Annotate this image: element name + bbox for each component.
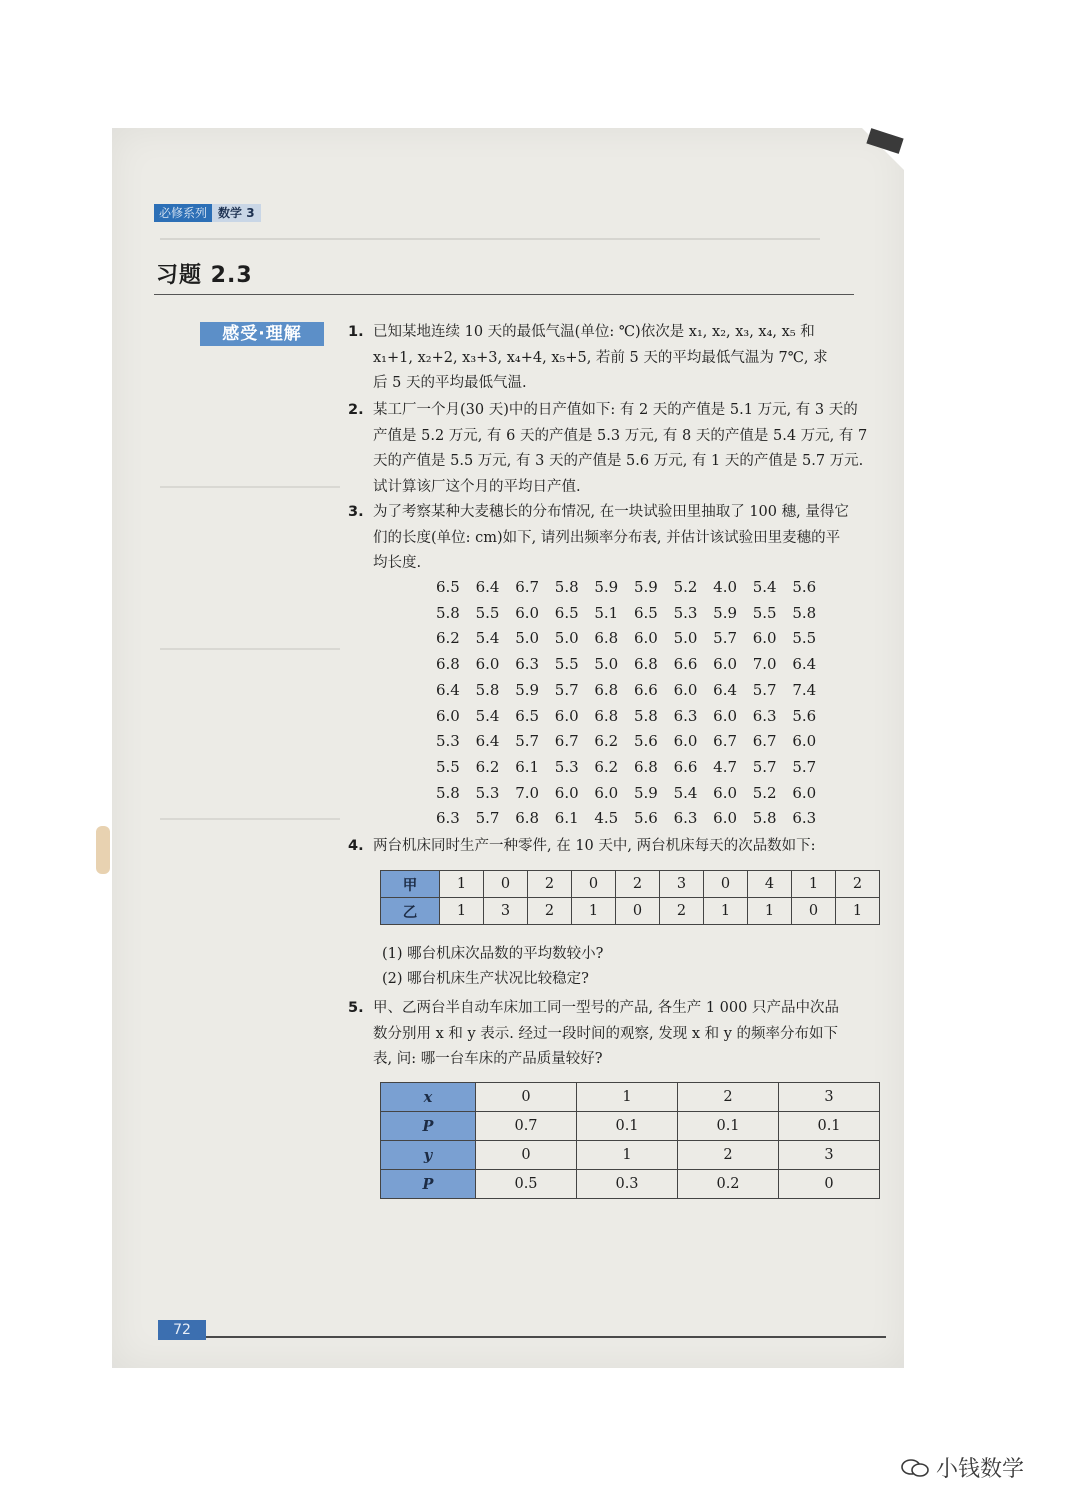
- table-row: [381, 1141, 880, 1170]
- table-cell: 3: [779, 1141, 880, 1170]
- data-value: 6.8: [594, 706, 619, 725]
- data-value: 5.9: [713, 603, 738, 622]
- table-cell: 2: [528, 898, 572, 925]
- data-value: 6.7: [515, 578, 540, 596]
- page-number: 72: [158, 1320, 206, 1340]
- table-cell: 1: [792, 871, 836, 898]
- data-row: [436, 704, 832, 730]
- table-cell: 0.1: [678, 1112, 779, 1141]
- table-cell: 1: [704, 898, 748, 925]
- table-cell: 2: [678, 1141, 779, 1170]
- data-value: 6.3: [673, 809, 698, 828]
- data-value: 5.4: [475, 629, 500, 648]
- question-text: 后 5 天的平均最低气温.: [373, 375, 527, 391]
- data-value: 5.6: [633, 732, 658, 751]
- data-value: 6.7: [713, 732, 738, 751]
- row-label: 乙: [381, 898, 440, 925]
- question-text: 某工厂一个月(30 天)中的日产值如下: 有 2 天的产值是 5.1 万元, 有 3 天的: [373, 402, 858, 418]
- wechat-icon: [900, 1459, 930, 1477]
- data-value: 7.0: [752, 655, 777, 674]
- data-value: 5.8: [792, 603, 817, 622]
- table-cell: 0: [792, 898, 836, 925]
- data-value: 6.1: [554, 809, 579, 828]
- data-value: 6.7: [554, 732, 579, 751]
- row-label: 甲: [381, 871, 440, 898]
- data-value: 6.0: [752, 629, 777, 648]
- data-value: 6.3: [792, 809, 817, 828]
- row-label: y: [381, 1141, 476, 1170]
- table-cell: 0.2: [678, 1170, 779, 1199]
- data-value: 6.3: [673, 706, 698, 725]
- table-cell: 0: [476, 1083, 577, 1112]
- question-number: 4.: [348, 838, 364, 854]
- section-badge: 感受·理解: [200, 322, 324, 346]
- data-value: 6.0: [475, 655, 500, 674]
- table-cell: 0: [616, 898, 660, 925]
- data-value: 6.5: [554, 603, 579, 622]
- data-value: 5.5: [554, 655, 579, 674]
- table-cell: 1: [577, 1083, 678, 1112]
- question-text: 天的产值是 5.5 万元, 有 3 天的产值是 5.6 万元, 有 1 天的产值是 5.7 万元.: [373, 453, 864, 469]
- table-cell: 0.1: [577, 1112, 678, 1141]
- wheat-length-data: [436, 575, 832, 832]
- data-value: 6.0: [673, 732, 698, 751]
- data-value: 5.4: [475, 706, 500, 725]
- page-edge-smudge: [96, 826, 110, 874]
- data-value: 5.5: [792, 629, 817, 648]
- table-cell: 2: [528, 871, 572, 898]
- question-5: [348, 996, 888, 1073]
- sub-question-1: (1) 哪台机床次品数的平均数较小?: [382, 946, 604, 962]
- data-row: [436, 575, 832, 601]
- data-value: 4.0: [713, 578, 738, 596]
- data-value: 5.4: [752, 578, 777, 596]
- table-cell: 2: [678, 1083, 779, 1112]
- data-value: 6.0: [713, 783, 738, 802]
- data-value: 5.7: [792, 757, 817, 776]
- table-cell: 0.3: [577, 1170, 678, 1199]
- data-value: 5.9: [515, 680, 540, 699]
- data-value: 5.9: [633, 578, 658, 596]
- data-row: [436, 678, 832, 704]
- question-text: 甲、乙两台半自动车床加工同一型号的产品, 各生产 1 000 只产品中次品: [373, 1000, 839, 1016]
- data-row: [436, 652, 832, 678]
- data-value: 5.0: [554, 629, 579, 648]
- data-value: 5.0: [515, 629, 540, 648]
- series-tag: [154, 204, 261, 222]
- data-value: 6.0: [594, 783, 619, 802]
- row-label: P: [381, 1170, 476, 1199]
- data-value: 6.0: [713, 655, 738, 674]
- question-text: 们的长度(单位: cm)如下, 请列出频率分布表, 并估计该试验田里麦穗的平: [373, 529, 841, 546]
- data-value: 6.5: [633, 603, 658, 622]
- watermark: [900, 1452, 1024, 1483]
- data-value: 5.6: [792, 706, 817, 725]
- table-cell: 1: [577, 1141, 678, 1170]
- table-cell: 1: [572, 898, 616, 925]
- data-row: [436, 806, 832, 832]
- table-cell: 3: [779, 1083, 880, 1112]
- data-value: 5.2: [752, 783, 777, 802]
- question-number: 5.: [348, 1000, 364, 1016]
- question-text: 均长度.: [373, 555, 422, 571]
- table-row: [381, 1083, 880, 1112]
- question-text: 已知某地连续 10 天的最低气温(单位: ℃)依次是 x₁, x₂, x₃, x₄, x₅ 和: [373, 324, 815, 340]
- data-value: 6.8: [594, 629, 619, 648]
- frequency-distribution-table: [380, 1082, 880, 1199]
- footer-divider: [206, 1336, 886, 1338]
- table-row: [381, 1170, 880, 1199]
- data-value: 6.0: [436, 706, 460, 725]
- watermark-text: 小钱数学: [936, 1457, 1025, 1482]
- title-divider: [154, 294, 854, 295]
- data-value: 6.3: [436, 809, 460, 828]
- data-value: 5.1: [594, 603, 619, 622]
- data-value: 5.8: [436, 783, 460, 802]
- data-value: 6.3: [515, 655, 540, 674]
- data-value: 6.2: [594, 732, 619, 751]
- data-value: 6.5: [436, 578, 460, 596]
- data-row: [436, 755, 832, 781]
- table-row: [381, 898, 880, 925]
- data-value: 5.9: [633, 783, 658, 802]
- bleed-through-line: [160, 818, 340, 820]
- data-value: 6.8: [594, 680, 619, 699]
- question-text: 两台机床同时生产一种零件, 在 10 天中, 两台机床每天的次品数如下:: [373, 838, 816, 854]
- table-cell: 0: [484, 871, 528, 898]
- data-row: [436, 729, 832, 755]
- data-value: 5.0: [673, 629, 698, 648]
- series-label: 必修系列: [154, 204, 212, 222]
- data-value: 6.8: [633, 757, 658, 776]
- data-row: [436, 781, 832, 807]
- table-cell: 1: [440, 898, 484, 925]
- bleed-through-line: [160, 486, 340, 488]
- table-cell: 1: [440, 871, 484, 898]
- table-cell: 1: [836, 898, 880, 925]
- data-value: 5.2: [673, 578, 698, 596]
- row-label: P: [381, 1112, 476, 1141]
- data-value: 5.6: [633, 809, 658, 828]
- data-value: 5.8: [752, 809, 777, 828]
- data-value: 5.5: [752, 603, 777, 622]
- question-4: [348, 834, 888, 860]
- question-number: 3.: [348, 504, 364, 520]
- data-value: 4.7: [713, 757, 738, 776]
- data-value: 6.0: [633, 629, 658, 648]
- row-label: x: [381, 1083, 476, 1112]
- data-value: 5.3: [475, 783, 500, 802]
- table-cell: 3: [660, 871, 704, 898]
- question-text: 表, 问: 哪一台车床的产品质量较好?: [373, 1051, 603, 1067]
- question-number: 2.: [348, 402, 364, 418]
- data-value: 6.6: [673, 655, 698, 674]
- question-number: 1.: [348, 324, 364, 340]
- data-value: 6.4: [436, 680, 460, 699]
- table-cell: 0: [704, 871, 748, 898]
- table-cell: 0.1: [779, 1112, 880, 1141]
- sub-question-2: (2) 哪台机床生产状况比较稳定?: [382, 971, 589, 987]
- table-row: [381, 1112, 880, 1141]
- question-text: 产值是 5.2 万元, 有 6 天的产值是 5.3 万元, 有 8 天的产值是 5.4 万元, 有 7: [373, 427, 868, 444]
- question-3: [348, 500, 888, 577]
- table-cell: 0.7: [476, 1112, 577, 1141]
- bleed-through-line: [160, 238, 820, 240]
- data-value: 6.0: [673, 680, 698, 699]
- data-value: 6.4: [792, 655, 817, 674]
- data-row: [436, 626, 832, 652]
- data-value: 6.4: [713, 680, 738, 699]
- data-value: 6.0: [792, 783, 817, 802]
- data-value: 5.7: [515, 732, 540, 751]
- data-value: 6.8: [436, 655, 460, 674]
- question-text: x₁+1, x₂+2, x₃+3, x₄+4, x₅+5, 若前 5 天的平均最低气温为 7℃, 求: [373, 349, 828, 366]
- data-value: 6.0: [554, 783, 579, 802]
- data-value: 5.9: [594, 578, 619, 596]
- table-row: [381, 871, 880, 898]
- data-value: 5.6: [792, 578, 817, 596]
- data-value: 6.5: [515, 706, 540, 725]
- question-text: 为了考察某种大麦穗长的分布情况, 在一块试验田里抽取了 100 穗, 量得它: [373, 504, 849, 520]
- table-cell: 2: [660, 898, 704, 925]
- data-value: 6.4: [475, 732, 500, 751]
- data-value: 7.4: [792, 680, 817, 699]
- data-value: 5.8: [436, 603, 460, 622]
- table-cell: 0: [572, 871, 616, 898]
- defect-table: [380, 870, 880, 925]
- data-value: 5.7: [475, 809, 500, 828]
- table-cell: 2: [616, 871, 660, 898]
- data-value: 6.0: [713, 706, 738, 725]
- data-value: 6.4: [475, 578, 500, 596]
- data-value: 7.0: [515, 783, 540, 802]
- data-value: 6.8: [515, 809, 540, 828]
- table-cell: 2: [836, 871, 880, 898]
- question-1: [348, 320, 888, 397]
- data-value: 6.2: [594, 757, 619, 776]
- question-2: [348, 398, 888, 500]
- table-cell: 0: [779, 1170, 880, 1199]
- data-value: 5.5: [436, 757, 460, 776]
- data-value: 6.7: [752, 732, 777, 751]
- data-row: [436, 601, 832, 627]
- question-text: 试计算该厂这个月的平均日产值.: [373, 478, 581, 495]
- data-value: 6.2: [436, 629, 460, 648]
- data-value: 6.1: [515, 757, 540, 776]
- data-value: 6.0: [792, 732, 817, 751]
- question-text: 数分别用 x 和 y 表示. 经过一段时间的观察, 发现 x 和 y 的频率分布如下: [373, 1025, 839, 1042]
- data-value: 6.0: [713, 809, 738, 828]
- page-title: 习题 2.3: [156, 263, 253, 288]
- data-value: 6.2: [475, 757, 500, 776]
- data-value: 5.7: [752, 757, 777, 776]
- data-value: 5.0: [594, 655, 619, 674]
- data-value: 5.7: [713, 629, 738, 648]
- data-value: 5.7: [554, 680, 579, 699]
- data-value: 5.8: [475, 680, 500, 699]
- data-value: 4.5: [594, 809, 619, 828]
- data-value: 5.7: [752, 680, 777, 699]
- data-value: 5.3: [673, 603, 698, 622]
- table-cell: 3: [484, 898, 528, 925]
- table-cell: 4: [748, 871, 792, 898]
- table-cell: 0: [476, 1141, 577, 1170]
- data-value: 5.4: [673, 783, 698, 802]
- data-value: 6.8: [633, 655, 658, 674]
- data-value: 6.6: [673, 757, 698, 776]
- bleed-through-line: [160, 648, 340, 650]
- data-value: 6.0: [554, 706, 579, 725]
- data-value: 5.3: [554, 757, 579, 776]
- data-value: 6.3: [752, 706, 777, 725]
- book-label: 数学 3: [212, 204, 261, 222]
- data-value: 6.6: [633, 680, 658, 699]
- data-value: 5.3: [436, 732, 460, 751]
- data-value: 6.0: [515, 603, 540, 622]
- table-cell: 1: [748, 898, 792, 925]
- data-value: 5.8: [554, 578, 579, 596]
- table-cell: 0.5: [476, 1170, 577, 1199]
- data-value: 5.8: [633, 706, 658, 725]
- data-value: 5.5: [475, 603, 500, 622]
